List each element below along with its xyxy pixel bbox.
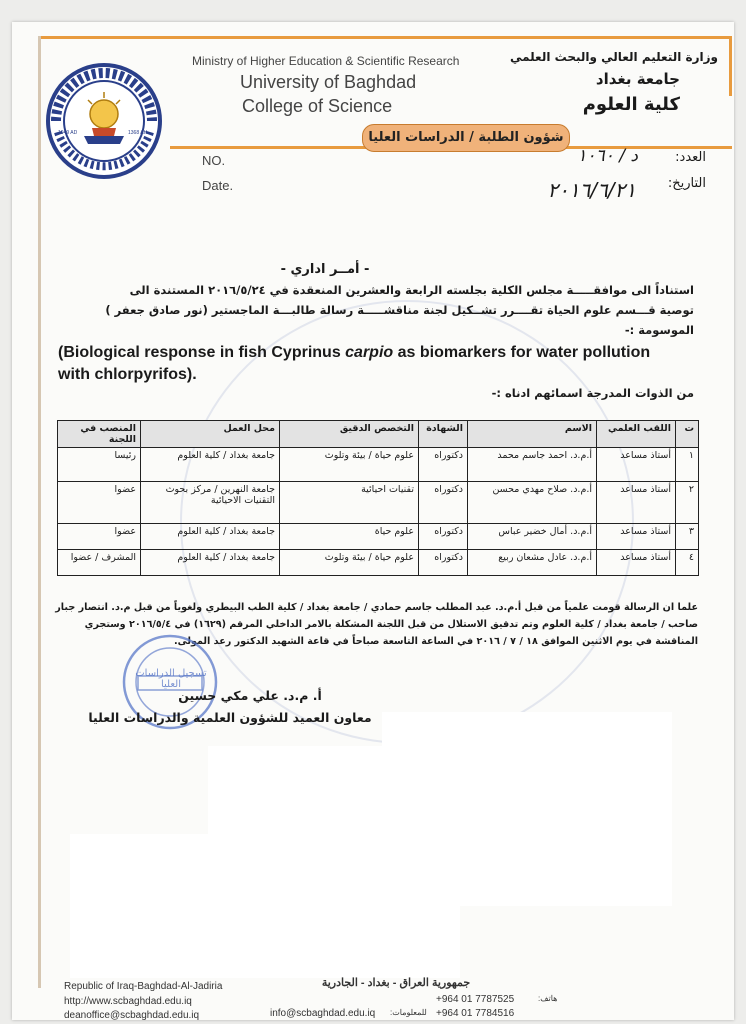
signatory-name: أ. م.د. علي مكي حسين bbox=[178, 688, 322, 703]
seal-year-left: 1949 AD bbox=[58, 130, 78, 136]
column-header: الاسم bbox=[468, 421, 597, 448]
college-name-en: College of Science bbox=[242, 96, 393, 116]
paragraph-line-3: الموسومة :- bbox=[624, 323, 694, 337]
column-header: اللقب العلمي bbox=[597, 421, 676, 448]
header-rule-top bbox=[38, 36, 732, 39]
number-label-en: NO. bbox=[202, 153, 226, 168]
table-cell: علوم حياة / بيئة وتلوث bbox=[280, 550, 419, 576]
table-cell: دكتوراه bbox=[419, 482, 468, 524]
footer-phone-2: +964 01 7784516 bbox=[436, 1008, 515, 1019]
thesis-title-species: carpio bbox=[345, 344, 394, 361]
signatory-title: معاون العميد للشؤون العلمية والدراسات العليا bbox=[88, 710, 372, 725]
footer-address-ar: جمهورية العراق - بغداد - الجادرية bbox=[321, 977, 471, 989]
table-cell: علوم حياة bbox=[280, 524, 419, 550]
table-cell: أ.م.د. عادل مشعان ربيع bbox=[468, 550, 597, 576]
footer-phone-label: هاتف: bbox=[538, 994, 558, 1003]
redacted-area bbox=[382, 712, 672, 748]
paragraph-line-2: توصية قـــسم علوم الحياة تقــــرر تشــكيل لجنة مناقشـــــة رسالة طالبـــة الماجستير (نور صادق جعفر ) bbox=[105, 303, 694, 317]
column-header: المنصب في اللجنة bbox=[58, 421, 141, 448]
table-cell: جامعة بغداد / كلية العلوم bbox=[141, 524, 280, 550]
column-header: الشهادة bbox=[419, 421, 468, 448]
header-rule-left bbox=[38, 36, 41, 988]
redacted-area bbox=[70, 834, 672, 906]
column-header: التخصص الدقيق bbox=[280, 421, 419, 448]
table-cell: أستاذ مساعد bbox=[597, 448, 676, 482]
committee-table bbox=[57, 420, 699, 576]
seal-year-right: 1368 AH bbox=[128, 130, 148, 136]
note-line-1: علما ان الرسالة قومت علمياً من قبل أ.م.د. عبد المطلب جاسم حمادي / جامعة بغداد / كلية الطب البيطري ولغوياً من قبل م.د. انتصار جبار bbox=[55, 602, 698, 613]
college-name-ar: كلية العلوم bbox=[582, 94, 680, 115]
table-cell: تقنيات احيائية bbox=[280, 482, 419, 524]
ministry-name-en: Ministry of Higher Education & Scientific Research bbox=[192, 54, 460, 68]
column-header: ت bbox=[676, 421, 699, 448]
table-cell: عضوا bbox=[58, 482, 141, 524]
footer-info-email[interactable]: info@scbaghdad.edu.iq bbox=[270, 1008, 376, 1019]
date-label-ar: التاريخ: bbox=[667, 176, 706, 191]
table-cell: ٢ bbox=[676, 482, 699, 524]
table-cell: المشرف / عضوا bbox=[58, 550, 141, 576]
table-cell: عضوا bbox=[58, 524, 141, 550]
members-intro: من الذوات المدرجة اسمائهم ادناه :- bbox=[491, 386, 694, 400]
university-name-en: University of Baghdad bbox=[240, 72, 417, 92]
date-label-en: Date. bbox=[202, 178, 234, 193]
footer-phone-1: +964 01 7787525 bbox=[436, 994, 515, 1005]
table-row bbox=[58, 482, 699, 524]
footer-website[interactable]: http://www.scbaghdad.edu.iq bbox=[64, 996, 192, 1007]
table-cell: أستاذ مساعد bbox=[597, 482, 676, 524]
table-cell: أ.م.د. أمال خضير عباس bbox=[468, 524, 597, 550]
note-line-2: صاحب / جامعة بغداد / كلية العلوم وتم تدقيق الاستلال من قبل اللجنة المشكلة بالامر الداخلي المرقم (١٦٢٩) في ٢٠١٦/٥/٤ وستجري bbox=[84, 619, 698, 630]
table-cell: جامعة بغداد / كلية العلوم bbox=[141, 550, 280, 576]
redacted-area bbox=[70, 904, 460, 978]
university-seal-logo bbox=[44, 62, 164, 180]
thesis-title-part-2: as biomarkers for water pollution bbox=[393, 344, 651, 361]
footer-dean-email[interactable]: deanoffice@scbaghdad.edu.iq bbox=[64, 1010, 200, 1021]
redacted-area bbox=[208, 746, 672, 836]
thesis-title-part-3: with chlorpyrifos). bbox=[58, 366, 197, 383]
header-rule-right bbox=[729, 36, 732, 96]
table-cell: رئيسا bbox=[58, 448, 141, 482]
table-cell: جامعة بغداد / كلية العلوم bbox=[141, 448, 280, 482]
stamp-text: تسجيل الدراسات العليا bbox=[135, 668, 207, 690]
table-cell: ٤ bbox=[676, 550, 699, 576]
date-value: ٢٠١٦/٦/٢١ bbox=[547, 178, 636, 202]
university-name-ar: جامعة بغداد bbox=[595, 70, 680, 88]
order-title: - أمــر اداري - bbox=[280, 262, 370, 277]
ministry-name-ar: وزارة التعليم العالي والبحث العلمي bbox=[509, 50, 718, 64]
footer-info-label: للمعلومات: bbox=[390, 1008, 427, 1017]
table-cell: دكتوراه bbox=[419, 550, 468, 576]
table-cell: أ.م.د. صلاح مهدي محسن bbox=[468, 482, 597, 524]
table-cell: دكتوراه bbox=[419, 448, 468, 482]
table-cell: ٣ bbox=[676, 524, 699, 550]
number-label-ar: العدد: bbox=[675, 150, 706, 165]
table-row bbox=[58, 524, 699, 550]
paragraph-line-1: استناداً الى موافقـــــة مجلس الكلية بجلسته الرابعة والعشرين المنعقدة في ٢٠١٦/٥/٢٤ المستندة الى bbox=[129, 283, 694, 297]
number-value: د / ١٠٦٠ bbox=[577, 146, 638, 166]
column-header: محل العمل bbox=[141, 421, 280, 448]
thesis-title bbox=[58, 342, 698, 386]
footer-address-en: Republic of Iraq-Baghdad-Al-Jadiria bbox=[64, 981, 223, 992]
note-line-3: المناقشة في يوم الاثنين الموافق ١٨ / ٧ / ٢٠١٦ في الساعة التاسعة صباحاً في قاعة الشهيد الدكتور رعد المولى. bbox=[174, 636, 698, 647]
table-cell: ١ bbox=[676, 448, 699, 482]
department-banner: شؤون الطلبة / الدراسات العليا bbox=[362, 124, 570, 152]
thesis-title-part-1: (Biological response in fish Cyprinus bbox=[58, 344, 346, 361]
table-cell: أ.م.د. احمد جاسم محمد bbox=[468, 448, 597, 482]
table-header-row bbox=[58, 421, 699, 448]
table-cell: علوم حياة / بيئة وتلوث bbox=[280, 448, 419, 482]
table-cell: أستاذ مساعد bbox=[597, 550, 676, 576]
table-cell: دكتوراه bbox=[419, 524, 468, 550]
table-row bbox=[58, 550, 699, 576]
table-cell: أستاذ مساعد bbox=[597, 524, 676, 550]
table-cell: جامعة النهرين / مركز بحوث التقنيات الاحيائية bbox=[141, 482, 280, 524]
table-row bbox=[58, 448, 699, 482]
